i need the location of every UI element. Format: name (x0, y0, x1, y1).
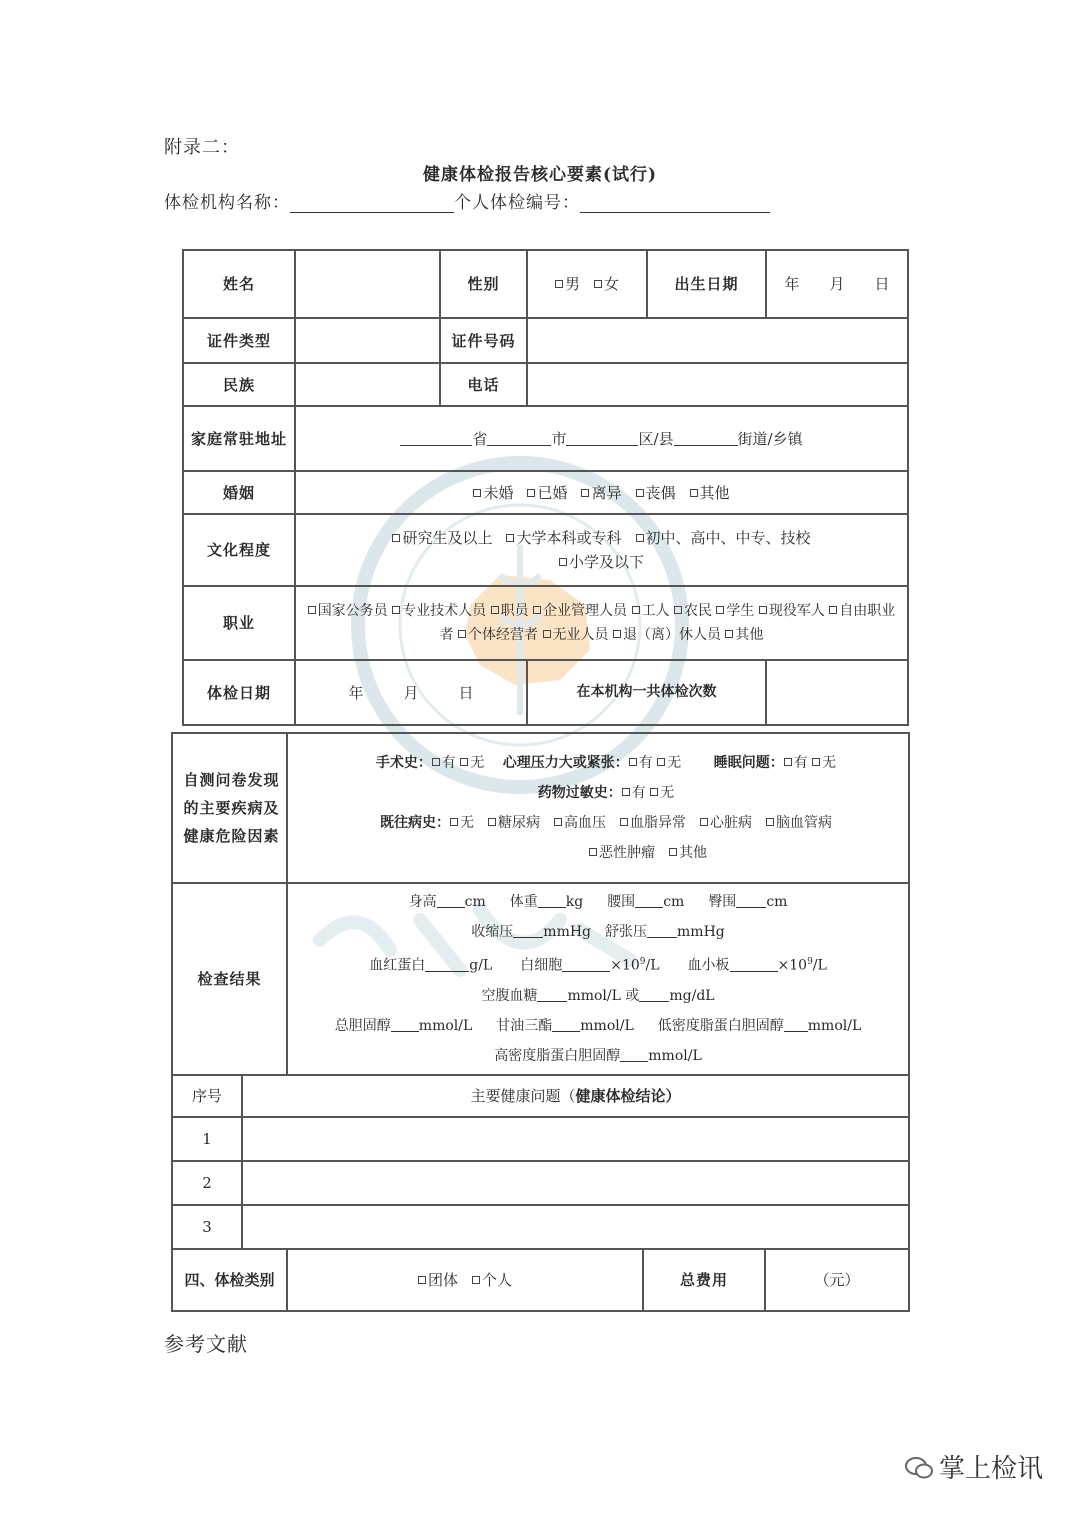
checkbox[interactable] (450, 818, 458, 826)
exponent: 9 (807, 957, 813, 968)
unit: /L (645, 957, 660, 974)
option-worker: 工人 (641, 603, 670, 619)
unit: cm (663, 894, 685, 911)
unit: ×10 (777, 957, 808, 974)
hdl-label: 高密度脂蛋白胆固醇 (494, 1047, 621, 1064)
unit: mmol/L (807, 1017, 862, 1034)
checkbox[interactable] (472, 1276, 480, 1284)
option-widowed: 丧偶 (645, 483, 676, 502)
name-field[interactable] (295, 250, 440, 318)
checkbox[interactable] (657, 758, 665, 766)
checkbox[interactable] (418, 1276, 426, 1284)
waist-label: 腰围 (607, 894, 636, 911)
category-label: 四、体检类别 (172, 1249, 287, 1311)
unit: mmHg (677, 924, 725, 941)
checkbox[interactable] (392, 606, 400, 614)
option-other: 其他 (699, 483, 730, 502)
height-label: 身高 (408, 894, 437, 911)
option-female: 女 (604, 275, 620, 293)
birth-label: 出生日期 (647, 250, 766, 318)
total-fee-label: 总费用 (643, 1249, 765, 1311)
unit: mmHg (543, 924, 592, 941)
checkbox[interactable] (533, 606, 541, 614)
row-number: 1 (172, 1117, 242, 1161)
or-label: 或 (625, 987, 640, 1004)
checkbox[interactable] (669, 848, 677, 856)
row-number: 3 (172, 1205, 242, 1249)
wechat-icon (905, 1457, 933, 1479)
option-no: 无 (660, 785, 675, 801)
option-farmer: 农民 (683, 603, 712, 619)
month-label: 月 (829, 275, 845, 293)
phone-field[interactable] (527, 363, 908, 406)
option-no: 无 (667, 755, 682, 771)
id-type-label: 证件类型 (183, 318, 295, 363)
header-fields (164, 188, 770, 213)
ethnicity-label: 民族 (183, 363, 295, 406)
weight-label: 体重 (509, 894, 538, 911)
option-yes: 有 (793, 755, 808, 771)
ethnicity-field[interactable] (295, 363, 440, 406)
exam-date-field[interactable] (295, 660, 527, 725)
problems-header-text: 主要健康问题（ (470, 1087, 576, 1105)
checkbox[interactable] (759, 606, 767, 614)
option-civil-servant: 国家公务员 (317, 603, 388, 619)
checkbox[interactable] (473, 489, 481, 497)
option-college: 大学本科或专科 (516, 529, 622, 547)
unit: mmol/L (418, 1017, 473, 1034)
unit: ×10 (610, 957, 640, 974)
option-secondary: 初中、高中、中专、技校 (645, 529, 811, 547)
option-yes: 有 (441, 755, 456, 771)
option-dyslipidemia: 血脂异常 (630, 815, 687, 831)
institution-label: 体检机构名称： (164, 193, 290, 213)
checkbox[interactable] (636, 489, 644, 497)
exam-count-field[interactable] (766, 660, 908, 725)
option-cerebrovascular: 脑血管病 (776, 815, 833, 831)
option-student: 学生 (726, 603, 755, 619)
personal-id-label: 个人体检编号： (454, 193, 580, 213)
option-no: 无 (822, 755, 837, 771)
results-table (171, 732, 910, 1312)
seq-header: 序号 (172, 1075, 242, 1117)
year-label: 年 (784, 275, 800, 293)
personal-id-field[interactable] (580, 194, 770, 213)
checkbox[interactable] (629, 758, 637, 766)
day-label: 日 (458, 683, 474, 702)
brand-text: 掌上检讯 (939, 1454, 1044, 1484)
unit: g/L (469, 957, 493, 974)
checkbox[interactable] (829, 606, 837, 614)
province-label: 省 (472, 429, 488, 448)
birth-field[interactable] (766, 250, 908, 318)
address-field[interactable] (295, 406, 908, 471)
id-number-field[interactable] (527, 318, 908, 363)
checkbox[interactable] (716, 606, 724, 614)
platelet-label: 血小板 (687, 957, 730, 974)
option-group: 团体 (428, 1271, 459, 1289)
checkbox[interactable] (554, 818, 562, 826)
exam-date-label: 体检日期 (183, 660, 295, 725)
form-title: 健康体检报告核心要素(试行) (422, 165, 658, 185)
diastolic-label: 舒张压 (605, 924, 648, 941)
marriage-label: 婚姻 (183, 471, 295, 514)
unit: kg (565, 894, 584, 911)
checkbox[interactable] (581, 489, 589, 497)
checkbox[interactable] (460, 758, 468, 766)
street-label: 街道/乡镇 (737, 429, 803, 448)
option-staff: 职员 (500, 603, 529, 619)
total-fee-field[interactable]: （元） (765, 1249, 909, 1311)
category-options (287, 1249, 643, 1311)
option-none: 无 (460, 815, 475, 831)
checkbox[interactable] (432, 758, 440, 766)
option-cancer: 恶性肿瘤 (599, 845, 656, 861)
unit: mmol/L (580, 1017, 634, 1034)
id-type-field[interactable] (295, 318, 440, 363)
checkbox[interactable] (674, 606, 682, 614)
appendix-label: 附录二： (164, 137, 240, 158)
year-label: 年 (348, 683, 364, 702)
surgery-label: 手术史： (375, 755, 432, 771)
marriage-options (295, 471, 908, 514)
systolic-label: 收缩压 (471, 924, 514, 941)
problem-field[interactable] (242, 1161, 909, 1205)
checkbox[interactable] (506, 534, 514, 542)
personal-info-table (182, 249, 909, 726)
row-number: 2 (172, 1161, 242, 1205)
checkbox[interactable] (690, 489, 698, 497)
checkbox[interactable] (488, 818, 496, 826)
checkbox[interactable] (812, 758, 820, 766)
unit: /L (812, 957, 827, 974)
gender-label: 性别 (440, 250, 527, 318)
occupation-label: 职业 (183, 586, 295, 660)
unit: mmol/L (567, 987, 621, 1004)
cholesterol-label: 总胆固醇 (334, 1017, 391, 1034)
unit: mg/dL (669, 987, 715, 1004)
day-label: 日 (874, 275, 890, 293)
checkbox[interactable] (613, 630, 621, 638)
problems-header-bold: 健康体检结论） (575, 1087, 681, 1105)
references-heading: 参考文献 (164, 1332, 248, 1356)
checkbox[interactable] (559, 558, 567, 566)
exam-results-label: 检查结果 (172, 883, 287, 1075)
exponent: 9 (639, 957, 646, 968)
checkbox[interactable] (555, 280, 563, 288)
unit: cm (766, 894, 788, 911)
risk-factors-label: 自测问卷发现的主要疾病及健康危险因素 (172, 733, 287, 883)
checkbox[interactable] (700, 818, 708, 826)
checkbox[interactable] (784, 758, 792, 766)
institution-field[interactable] (290, 194, 454, 213)
option-other: 其他 (679, 845, 708, 861)
option-technician: 专业技术人员 (402, 603, 487, 619)
option-yes: 有 (631, 785, 646, 801)
option-freelancer: 自由职业者 (439, 603, 896, 643)
problems-header (242, 1075, 909, 1117)
hip-label: 臀围 (708, 894, 737, 911)
sleep-label: 睡眠问题： (713, 755, 784, 771)
checkbox[interactable] (594, 280, 602, 288)
history-label: 既往病史： (380, 815, 451, 831)
district-label: 区/县 (638, 429, 674, 448)
allergy-label: 药物过敏史： (537, 785, 622, 801)
checkbox[interactable] (725, 630, 733, 638)
checkbox[interactable] (458, 630, 466, 638)
option-married: 已婚 (537, 483, 568, 502)
checkbox[interactable] (527, 489, 535, 497)
education-label: 文化程度 (183, 514, 295, 586)
option-unemployed: 无业人员 (552, 627, 609, 643)
risk-factors-content (287, 733, 909, 883)
checkbox[interactable] (308, 606, 316, 614)
phone-label: 电话 (440, 363, 527, 406)
option-unmarried: 未婚 (483, 483, 514, 502)
name-label: 姓名 (183, 250, 295, 318)
triglyceride-label: 甘油三酯 (496, 1017, 553, 1034)
brand-watermark (905, 1448, 1043, 1485)
checkbox[interactable] (491, 606, 499, 614)
option-primary: 小学及以下 (568, 553, 644, 571)
checkbox[interactable] (650, 788, 658, 796)
checkbox[interactable] (589, 848, 597, 856)
gender-options (527, 250, 647, 318)
option-divorced: 离异 (591, 483, 622, 502)
checkbox[interactable] (392, 534, 400, 542)
unit: mmol/L (648, 1047, 702, 1064)
checkbox[interactable] (636, 534, 644, 542)
option-diabetes: 糖尿病 (498, 815, 541, 831)
problem-field[interactable] (242, 1117, 909, 1161)
option-other: 其他 (735, 627, 764, 643)
month-label: 月 (403, 683, 419, 702)
exam-results-content (287, 883, 909, 1075)
problem-field[interactable] (242, 1205, 909, 1249)
option-retired: 退（离）休人员 (622, 627, 721, 643)
option-individual: 个人 (482, 1271, 513, 1289)
unit: cm (464, 894, 486, 911)
checkbox[interactable] (766, 818, 774, 826)
checkbox[interactable] (620, 818, 628, 826)
option-self-employed: 个体经营者 (468, 627, 539, 643)
hemoglobin-label: 血红蛋白 (369, 957, 426, 974)
address-label: 家庭常驻地址 (183, 406, 295, 471)
checkbox[interactable] (632, 606, 640, 614)
option-male: 男 (564, 275, 580, 293)
checkbox[interactable] (622, 788, 630, 796)
option-yes: 有 (638, 755, 653, 771)
id-number-label: 证件号码 (440, 318, 527, 363)
occupation-options (295, 586, 908, 660)
option-graduate: 研究生及以上 (402, 529, 493, 547)
checkbox[interactable] (543, 630, 551, 638)
education-options (295, 514, 908, 586)
option-no: 无 (470, 755, 485, 771)
stress-label: 心理压力大或紧张： (502, 755, 629, 771)
ldl-label: 低密度脂蛋白胆固醇 (657, 1017, 784, 1034)
wbc-label: 白细胞 (520, 957, 563, 974)
option-hypertension: 高血压 (564, 815, 607, 831)
option-manager: 企业管理人员 (543, 603, 628, 619)
glucose-label: 空腹血糖 (481, 987, 538, 1004)
option-heart-disease: 心脏病 (710, 815, 753, 831)
exam-count-label: 在本机构一共体检次数 (527, 660, 766, 725)
option-military: 现役军人 (768, 603, 825, 619)
city-label: 市 (551, 429, 567, 448)
